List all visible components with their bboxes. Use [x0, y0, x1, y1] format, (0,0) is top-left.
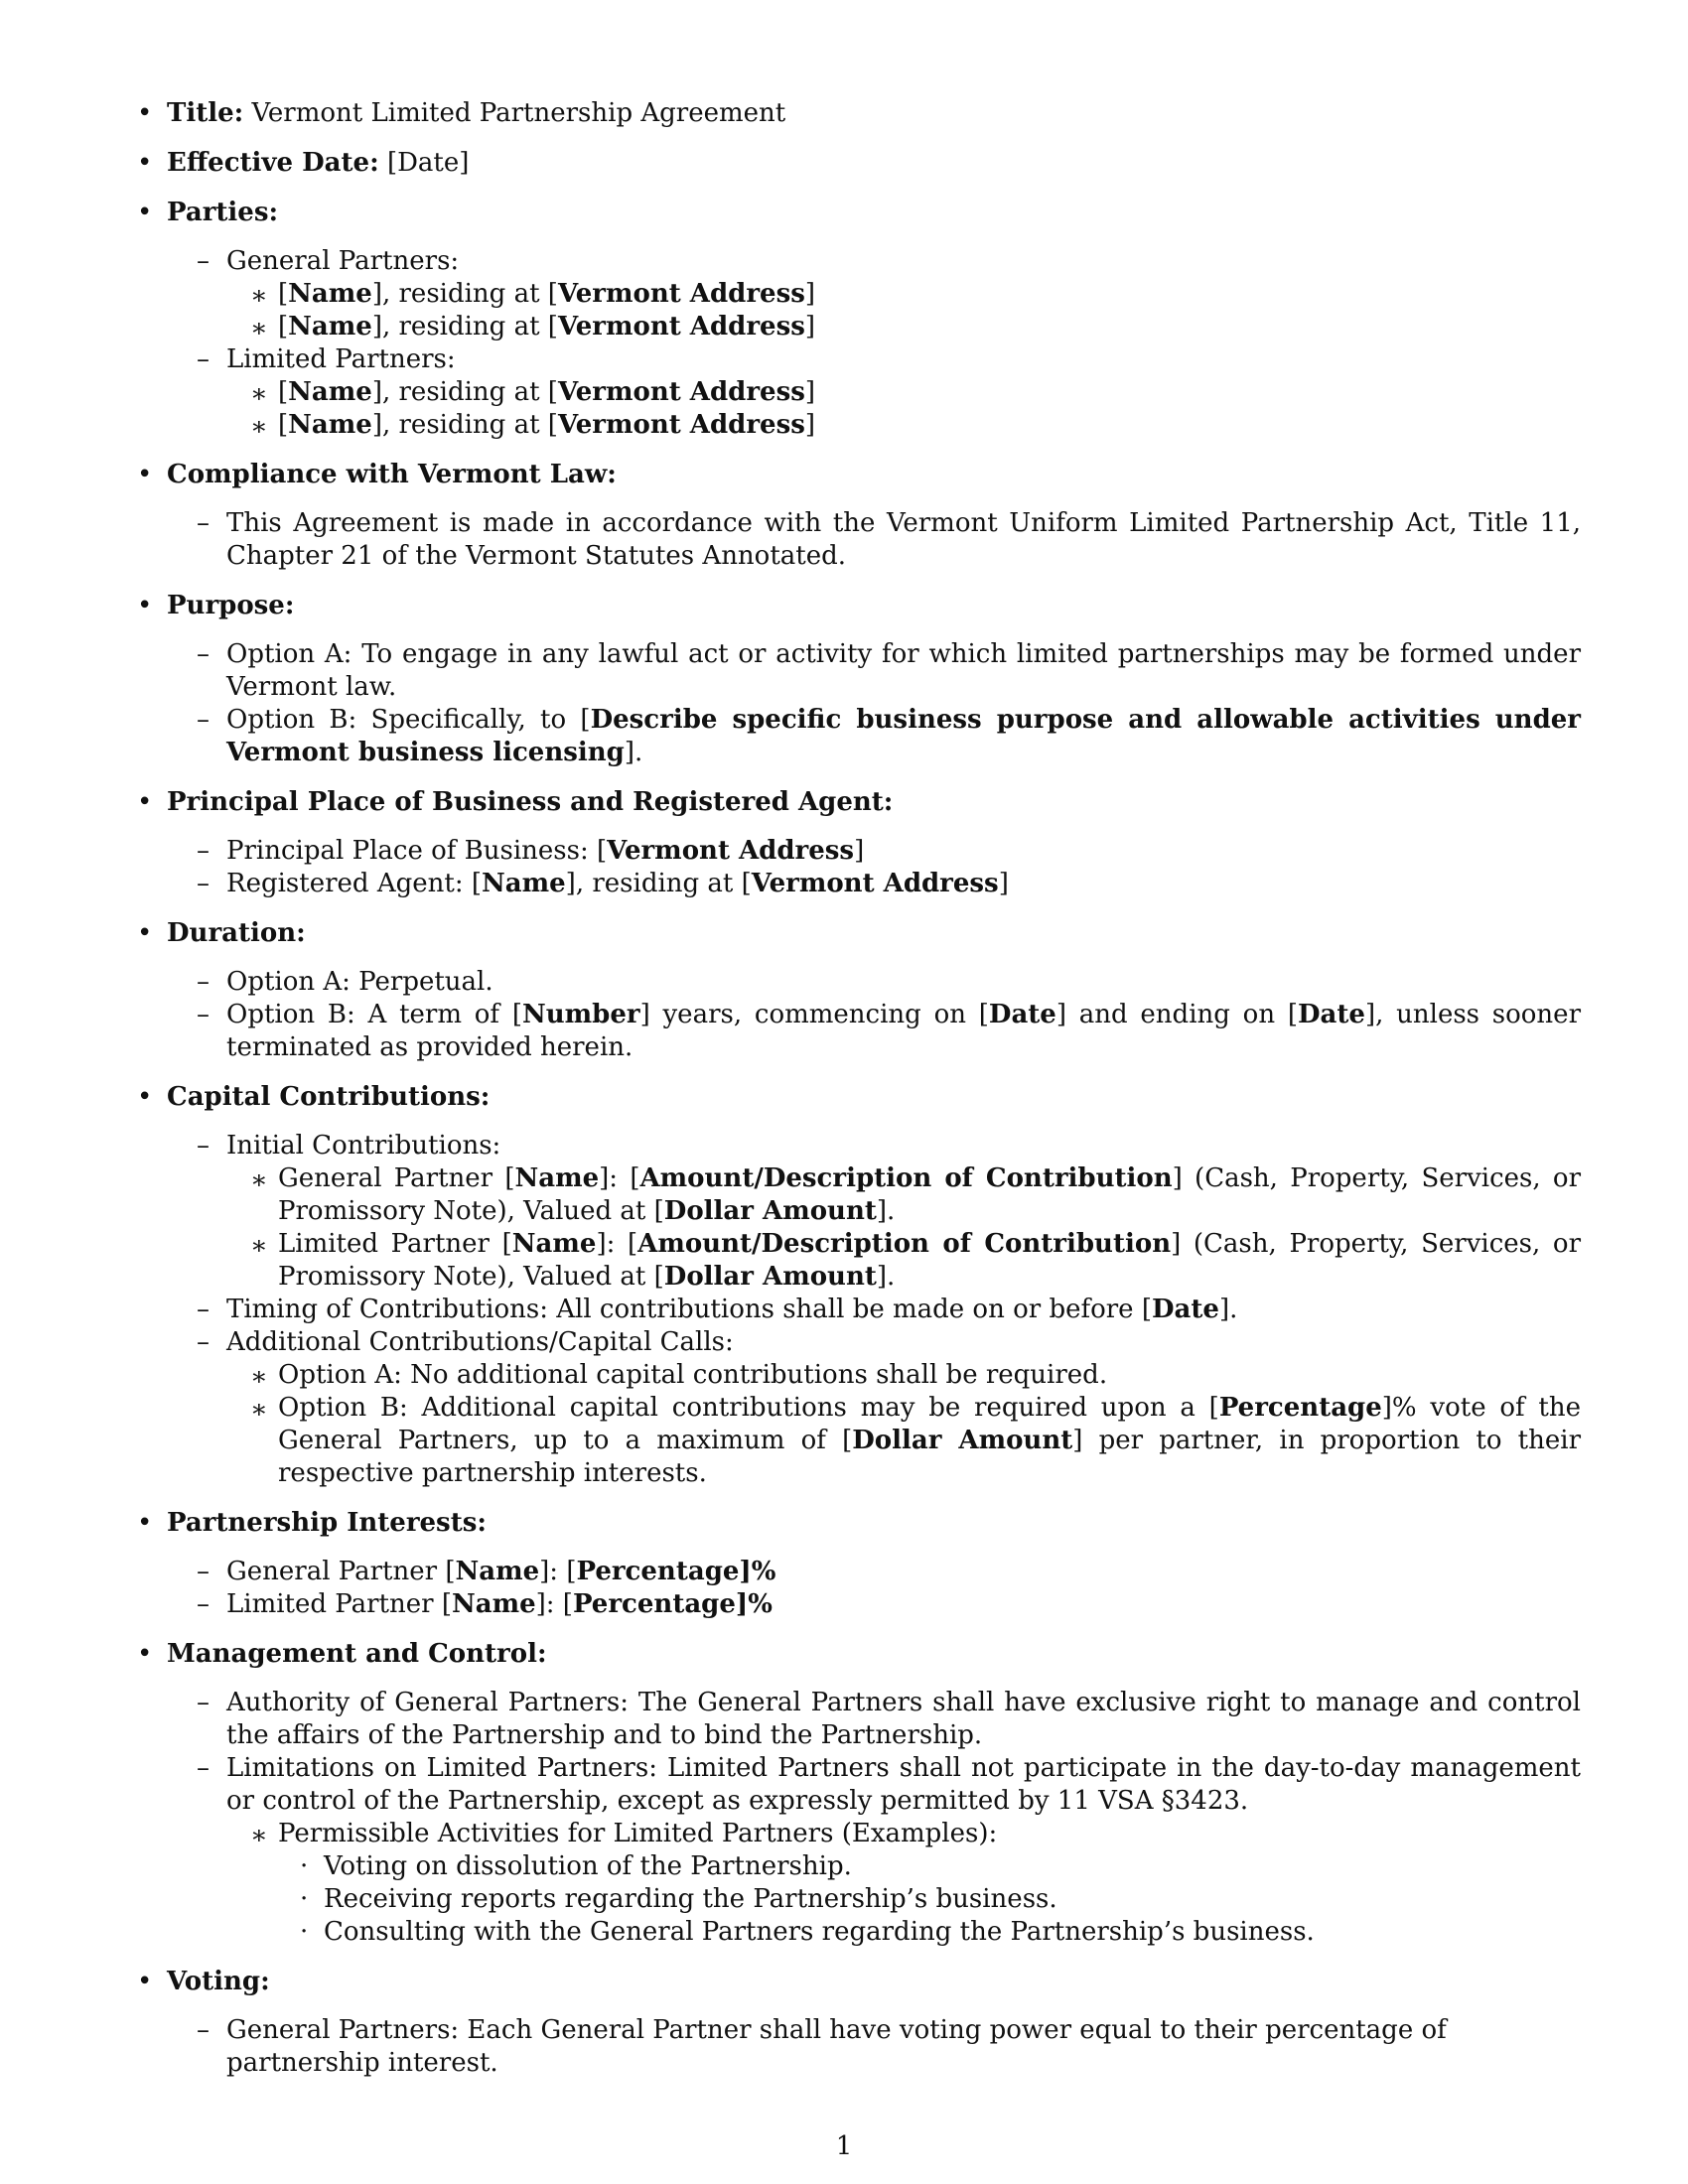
permissible-item [250, 1818, 1581, 1949]
dash: – [197, 1327, 210, 1357]
compliance-list [167, 507, 1581, 573]
example-text: Consulting with the General Partners regarding the Partnership’s business. [324, 1917, 1315, 1947]
capital-heading: Capital Contributions: [167, 1082, 491, 1112]
place-of-business-section [137, 786, 1581, 900]
duration-heading: Duration: [167, 918, 306, 948]
percentage-placeholder: Percentage [1218, 1393, 1382, 1423]
dash: – [197, 246, 210, 276]
additional-label: Additional Contributions/Capital Calls: [226, 1327, 734, 1357]
name-placeholder: Name [482, 869, 566, 898]
voting-list [167, 2014, 1581, 2080]
general-partner-entry: ∗ [Name], residing at [Vermont Address] [250, 312, 816, 343]
purpose-section [137, 590, 1581, 769]
limited-partners-list [226, 376, 1581, 442]
example-text: Receiving reports regarding the Partnership’s business. [324, 1884, 1057, 1914]
bullet: • [137, 148, 153, 178]
contribution-kinds: ] (Cash, Property, Services, or Promissory Note), Valued at [ [278, 1163, 1581, 1226]
dash: – [197, 639, 210, 669]
address-placeholder: Vermont Address [557, 377, 805, 407]
address-placeholder: Vermont Address [751, 869, 999, 898]
add-b-mid: ]% vote of the General Partners, up to a maximum of [ [278, 1393, 1581, 1455]
residing-text: ], residing at [ [371, 279, 558, 309]
compliance-text [197, 507, 1581, 573]
bullet: • [137, 198, 153, 227]
initial-contributions-list [226, 1162, 1581, 1294]
dot: · [300, 1851, 309, 1881]
bullet: • [137, 1082, 153, 1112]
name-placeholder: Name [288, 410, 372, 440]
permissible-label: Permissible Activities for Limited Partners (Examples): [278, 1819, 998, 1848]
dollar-placeholder: Dollar Amount [663, 1262, 877, 1292]
residing-text: ], residing at [ [371, 312, 558, 341]
dash: – [197, 1589, 210, 1619]
effective-date-value: [Date] [386, 148, 470, 178]
asterisk: ∗ [250, 314, 268, 343]
capital-list [167, 1130, 1581, 1490]
date-placeholder: Date [1298, 1000, 1365, 1029]
lp-prefix: Limited Partner [ [226, 1589, 452, 1619]
name-placeholder: Name [451, 1589, 536, 1619]
parties-heading: Parties: [167, 198, 279, 227]
percentage-placeholder: Percentage [576, 1557, 740, 1586]
number-placeholder: Number [521, 1000, 640, 1029]
management-heading: Management and Control: [167, 1639, 547, 1669]
asterisk: ∗ [250, 1231, 268, 1261]
general-partner-entry: ∗ [Name], residing at [Vermont Address] [250, 279, 816, 311]
lp-interest [197, 1588, 1581, 1621]
asterisk: ∗ [250, 281, 268, 311]
place-list [167, 835, 1581, 900]
principal-place-prefix: Principal Place of Business: [ [226, 836, 608, 866]
compliance-heading: Compliance with Vermont Law: [167, 460, 617, 489]
authority-item [197, 1687, 1581, 1752]
authority-text: Authority of General Partners: The General Partners shall have exclusive right to manage and control the affairs of the Partnership and to bind the Partnership. [226, 1688, 1581, 1750]
limited-partner-entry: ∗ [Name], residing at [Vermont Address] [250, 410, 816, 442]
title-item [137, 97, 1581, 130]
end-bracket: ]. [1218, 1295, 1238, 1324]
duration-list [167, 966, 1581, 1064]
percentage-placeholder: Percentage [572, 1589, 736, 1619]
examples-list [278, 1850, 1581, 1949]
lp-prefix: Limited Partner [ [278, 1229, 512, 1259]
date-placeholder: Date [1151, 1295, 1219, 1324]
add-b-suffix: ] per partner, in proportion to their respective partnership interests. [278, 1426, 1582, 1488]
dash: – [197, 967, 210, 997]
address-placeholder: Vermont Address [557, 279, 805, 309]
add-b-prefix: Option B: Additional capital contributions may be required upon a [ [278, 1393, 1219, 1423]
bullet: • [137, 1967, 153, 1996]
end-bracket: ]. [876, 1262, 896, 1292]
limitations-text: Limitations on Limited Partners: Limited Partners shall not participate in the day-to-day management or control of the Partnership, except as expressly permitted by 11 VSA §3423. [226, 1753, 1581, 1816]
limited-partner-entry: ∗ [Name], residing at [Vermont Address] [250, 377, 816, 409]
name-placeholder: Name [288, 377, 372, 407]
bullet: • [137, 460, 153, 489]
dash: – [197, 1000, 210, 1029]
parties-section [137, 197, 1581, 442]
bullet: • [137, 1508, 153, 1538]
dash: – [197, 1295, 210, 1324]
bullet: • [137, 1639, 153, 1669]
compliance-body: This Agreement is made in accordance with the Vermont Uniform Limited Partnership Act, Title 11, Chapter 21 of the Vermont Statutes Annotated. [226, 508, 1581, 571]
voting-heading: Voting: [167, 1967, 270, 1996]
residing-text: ], residing at [ [371, 410, 558, 440]
example-item [300, 1850, 1581, 1883]
contribution-kinds: ] (Cash, Property, Services, or Promissory Note), Valued at [ [278, 1229, 1582, 1292]
dollar-placeholder: Dollar Amount [663, 1196, 877, 1226]
dash: – [197, 508, 210, 538]
additional-option-b [250, 1392, 1582, 1490]
example-item [300, 1883, 1581, 1916]
separator: ]: [ [596, 1229, 638, 1259]
voting-gp-item [197, 2014, 1581, 2080]
address-placeholder: Vermont Address [557, 410, 805, 440]
interests-list [167, 1556, 1581, 1621]
dash: – [197, 836, 210, 866]
title-label: Title: [167, 98, 244, 128]
dash: – [197, 1557, 210, 1586]
dot: · [300, 1884, 309, 1914]
purpose-option-a-text: Option A: To engage in any lawful act or activity for which limited partnerships may be formed under Vermont law. [226, 639, 1581, 702]
duration-option-a-text: Option A: Perpetual. [226, 967, 493, 997]
duration-b-mid2: ] and ending on [ [1055, 1000, 1298, 1029]
duration-option-a [197, 966, 1581, 999]
document-body [137, 97, 1582, 2097]
asterisk: ∗ [250, 1165, 268, 1195]
example-text: Voting on dissolution of the Partnership. [324, 1851, 852, 1881]
purpose-list [167, 638, 1581, 769]
dollar-placeholder: Dollar Amount [852, 1426, 1073, 1455]
capital-section [137, 1081, 1582, 1490]
limitations-item [197, 1752, 1581, 1949]
duration-b-mid1: ] years, commencing on [ [639, 1000, 989, 1029]
asterisk: ∗ [250, 1362, 268, 1392]
dash: – [197, 2015, 210, 2045]
general-partners-group [197, 245, 1581, 343]
separator: ]: [ [539, 1557, 577, 1586]
additional-option-a [250, 1359, 1581, 1392]
registered-agent-item: – Registered Agent: [Name], residing at [Vermont Address] [197, 869, 1009, 898]
date-placeholder: Date [988, 1000, 1056, 1029]
duration-b-suffix: ], unless sooner terminated as provided herein. [226, 1000, 1581, 1062]
dash: – [197, 1131, 210, 1160]
asterisk: ∗ [250, 1395, 268, 1425]
initial-contributions-group [197, 1130, 1582, 1294]
purpose-option-b [197, 704, 1581, 769]
dot: · [300, 1917, 309, 1947]
dash: – [197, 1753, 210, 1783]
bullet: • [137, 98, 153, 128]
asterisk: ∗ [250, 1821, 268, 1850]
page-number: 1 [835, 2131, 853, 2161]
name-placeholder: Name [514, 1163, 600, 1193]
address-placeholder: Vermont Address [557, 312, 805, 341]
general-partners-label: General Partners: [226, 246, 460, 276]
effective-date-item [137, 147, 1581, 180]
permissible-list [226, 1818, 1581, 1949]
dash: – [197, 1688, 210, 1717]
management-list [167, 1687, 1581, 1949]
dash: – [197, 869, 210, 898]
gp-prefix: General Partner [ [278, 1163, 515, 1193]
place-heading: Principal Place of Business and Registered Agent: [167, 787, 894, 817]
dash: – [197, 344, 210, 374]
separator: ]: [ [599, 1163, 640, 1193]
dash: – [197, 705, 210, 735]
additional-option-a-text: Option A: No additional capital contributions shall be required. [278, 1360, 1108, 1390]
purpose-option-a [197, 638, 1581, 704]
end-bracket: ]. [876, 1196, 896, 1226]
title-value: Vermont Limited Partnership Agreement [251, 98, 786, 128]
interests-section [137, 1507, 1581, 1621]
interests-heading: Partnership Interests: [167, 1508, 487, 1538]
residing-text: ], residing at [ [371, 377, 558, 407]
asterisk: ∗ [250, 379, 268, 409]
purpose-option-b-prefix: Option B: Specifically, to [ [226, 705, 591, 735]
bullet: • [137, 591, 153, 620]
gp-interest [197, 1556, 1581, 1588]
asterisk: ∗ [250, 412, 268, 442]
timing-item [197, 1294, 1581, 1326]
parties-list [167, 245, 1581, 442]
initial-contributions-label: Initial Contributions: [226, 1131, 501, 1160]
section-list [137, 97, 1582, 2080]
compliance-section [137, 459, 1581, 573]
limited-partners-group [197, 343, 1581, 442]
duration-option-b [197, 999, 1581, 1064]
principal-place-item: – Principal Place of Business: [Vermont Address] [197, 836, 865, 866]
bullet: • [137, 918, 153, 948]
lp-contribution [250, 1228, 1582, 1294]
limited-partners-label: Limited Partners: [226, 344, 456, 374]
voting-gp-text: General Partners: Each General Partner shall have voting power equal to their percentage of partnership interest. [226, 2015, 1447, 2078]
separator: ]: [ [535, 1589, 573, 1619]
management-section [137, 1638, 1581, 1949]
address-placeholder: Vermont Address [607, 836, 855, 866]
name-placeholder: Name [288, 279, 372, 309]
effective-date-label: Effective Date: [167, 148, 379, 178]
general-partners-list [226, 278, 1581, 343]
name-placeholder: Name [511, 1229, 597, 1259]
amount-placeholder: Amount/Description of Contribution [639, 1163, 1173, 1193]
purpose-option-b-suffix: ]. [624, 738, 643, 767]
timing-prefix: Timing of Contributions: All contributions shall be made on or before [ [226, 1295, 1152, 1324]
residing-text: ], residing at [ [565, 869, 752, 898]
percent-suffix: ]% [739, 1557, 776, 1586]
bullet: • [137, 787, 153, 817]
duration-b-prefix: Option B: A term of [ [226, 1000, 522, 1029]
duration-section [137, 917, 1581, 1064]
example-item [300, 1916, 1581, 1949]
amount-placeholder: Amount/Description of Contribution [637, 1229, 1172, 1259]
voting-section [137, 1966, 1581, 2080]
purpose-placeholder: Describe specific business purpose and allowable activities under Vermont business licensing [226, 705, 1581, 767]
name-placeholder: Name [455, 1557, 540, 1586]
additional-contributions-group [197, 1326, 1582, 1490]
purpose-heading: Purpose: [167, 591, 295, 620]
name-placeholder: Name [288, 312, 372, 341]
gp-prefix: General Partner [ [226, 1557, 456, 1586]
additional-list [226, 1359, 1581, 1490]
percent-suffix: ]% [735, 1589, 773, 1619]
registered-agent-prefix: Registered Agent: [ [226, 869, 482, 898]
gp-contribution [250, 1162, 1581, 1228]
